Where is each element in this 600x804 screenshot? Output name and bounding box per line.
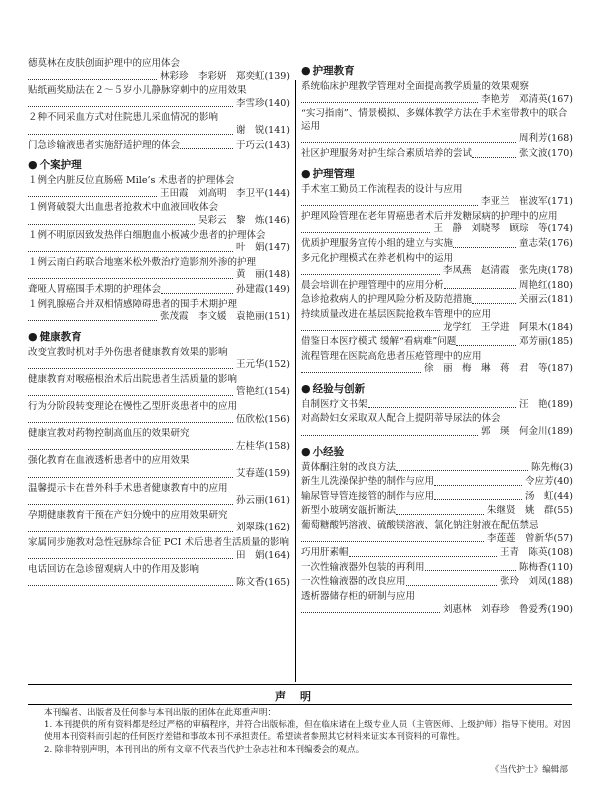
dot-leader (444, 280, 516, 289)
toc-entry[interactable] (301, 336, 573, 349)
toc-entry[interactable] (28, 483, 290, 508)
toc-entry-line (28, 577, 290, 590)
dot-leader (301, 533, 484, 542)
toc-entry[interactable] (301, 280, 573, 293)
toc-entry-authors: 龙学红 王学进 阿果木(184) (442, 321, 573, 333)
toc-entry-authors: 王 静 刘晓琴 顾琮 等(174) (433, 223, 573, 235)
toc-entry-title: 德莫林在皮肤创面护理中的应用体会 (28, 58, 181, 69)
toc-entry[interactable] (301, 294, 573, 307)
toc-entry-line (28, 311, 290, 324)
dot-leader (301, 224, 430, 233)
dot-leader (456, 337, 516, 346)
bullet-icon: ● (301, 64, 311, 77)
toc-entry-title: 急诊抢救病人的护理风险分析及防范措施 (301, 294, 473, 306)
toc-entry[interactable] (28, 428, 290, 453)
toc-entry-line (28, 140, 290, 153)
toc-entry-authors: 李艳芳 邓清英(167) (480, 93, 573, 105)
toc-entry-title: 健康宣教对药物控制高血压的效果研究 (28, 428, 190, 440)
section-heading-label: 经验与创新 (312, 382, 366, 395)
dot-leader (28, 312, 157, 321)
toc-entry-line (301, 196, 573, 209)
bullet-icon: ● (301, 444, 311, 458)
toc-entry-title: １例乳腺癌合并双相情感障碍患者的围手术期护理 (28, 298, 238, 310)
dot-leader (301, 266, 440, 275)
toc-entry-line (301, 462, 573, 475)
toc-entry-line (28, 188, 290, 201)
toc-right-column (301, 58, 573, 618)
toc-entry-title: 贴纸画奖励法在２～５岁小儿静脉穿刺中的应用效果 (28, 85, 247, 97)
toc-entry[interactable] (28, 85, 290, 110)
toc-entry-line (28, 550, 290, 563)
toc-entry-line (301, 294, 573, 307)
toc-entry[interactable] (28, 175, 290, 200)
toc-entry[interactable] (301, 309, 573, 334)
toc-entry[interactable] (28, 202, 290, 227)
toc-entry[interactable] (28, 510, 290, 535)
toc-entry-line (28, 215, 290, 228)
column-divider (295, 80, 296, 682)
dot-leader (28, 550, 233, 559)
toc-entry-line (301, 238, 573, 251)
toc-entry-title: 新型小玻璃安瓿折断法 (301, 505, 397, 517)
dot-leader (406, 577, 497, 586)
toc-entry-authors: 谢 锐(141) (235, 124, 290, 136)
toc-entry-title: 优质护理服务宣传小组的建立与实施 (301, 237, 454, 249)
dot-leader (28, 98, 233, 107)
toc-entry-title: 持续质量改进在基层医院抢救车管理中的应用 (301, 308, 492, 320)
toc-entry-title: 社区护理服务对护生综合素质培养的尝试 (301, 147, 473, 159)
toc-entry-line (28, 71, 290, 84)
toc-entry-authors: 吴彩云 黎 炼(146) (197, 214, 290, 226)
dot-leader (434, 477, 522, 486)
toc-entry-line (28, 98, 290, 111)
toc-entry-authors: 汤 虹(44) (524, 490, 573, 502)
toc-entry[interactable] (301, 491, 573, 504)
toc-entry-line (28, 468, 290, 481)
dot-leader (28, 441, 233, 450)
toc-entry[interactable] (28, 564, 290, 589)
toc-entry-authors: 陈先梅(3) (531, 461, 573, 473)
dot-leader (301, 197, 478, 206)
toc-entry-title: 多元化护理模式在养老机构中的运用 (301, 252, 454, 264)
toc-entry-title: 流程管理在医院高危患者压疮管理中的应用 (301, 350, 482, 362)
toc-entry-line (301, 280, 573, 293)
toc-entry-line (301, 336, 573, 349)
toc-entry-authors: 田 娟(164) (235, 549, 290, 561)
toc-entry-title: 行为分阶段转变理论在慢性乙型肝炎患者中的应用 (28, 401, 238, 413)
dot-leader (301, 134, 516, 143)
toc-entry-line (28, 359, 290, 372)
section-heading-label: 护理教育 (312, 65, 355, 77)
toc-entry-authors: 左桂华(158) (235, 440, 290, 452)
toc-entry-line (301, 547, 573, 560)
toc-entry-line (301, 505, 573, 518)
toc-entry[interactable] (301, 253, 573, 278)
toc-entry[interactable] (28, 537, 290, 562)
dot-leader (28, 71, 157, 80)
section-heading (28, 329, 290, 344)
toc-entry-title: 温馨提示卡在普外科手术患者健康教育中的应用 (28, 482, 228, 494)
notice-line: 本刊编者、出版者及任何参与本刊出版的团体在此郑重声明： (44, 708, 277, 718)
dot-leader (301, 94, 478, 103)
toc-entry-line (301, 491, 573, 504)
toc-entry-title: 透析器储存柜的研制与应用 (301, 591, 416, 602)
toc-entry-line (301, 265, 573, 278)
toc-entry-authors: 张茂霞 李文媛 袁艳丽(151) (159, 311, 290, 323)
notice-bottom-rule (28, 704, 572, 705)
toc-entry-authors: 李雪珍(140) (235, 97, 290, 109)
dot-leader (434, 491, 522, 500)
bullet-icon: ● (28, 158, 38, 172)
toc-entry-line (28, 441, 290, 454)
toc-entry-authors: 张文波(170) (518, 147, 573, 159)
toc-entry-authors: 管艳红(154) (235, 386, 290, 398)
dot-leader (472, 149, 516, 158)
bullet-icon: ● (301, 166, 311, 180)
toc-entry-authors: 童志荣(176) (518, 237, 573, 249)
toc-entry-authors: 王田霞 刘高明 李卫平(144) (159, 187, 290, 199)
toc-entry-title: 输尿管导管连接管的制作与应用 (301, 490, 435, 502)
toc-entry-line (301, 322, 573, 335)
toc-entry[interactable] (301, 148, 573, 161)
dot-leader (453, 239, 516, 248)
dot-leader (28, 387, 233, 396)
dot-leader (28, 496, 233, 505)
toc-entry[interactable] (301, 413, 573, 438)
section-heading (301, 444, 573, 459)
toc-entry-authors: 王青 陈英(108) (499, 547, 573, 559)
dot-leader (301, 604, 440, 613)
toc-entry-authors: 周利芳(168) (518, 133, 573, 145)
toc-entry-authors: 李凤燕 赵清霞 张先庚(178) (442, 265, 573, 277)
toc-entry-title: １例肾破裂大出血患者抢救术中血液回收体会 (28, 202, 219, 214)
toc-entry[interactable] (28, 58, 290, 83)
toc-entry-authors: 于巧云(143) (235, 139, 290, 151)
notice-body (44, 707, 572, 776)
toc-entry-authors: 陈梅香(110) (518, 561, 573, 573)
toc-entry-authors: 李莲莲 曾新华(57) (486, 532, 573, 544)
toc-entry[interactable] (301, 476, 573, 489)
toc-entry-authors: 朱继贤 姚 群(55) (486, 505, 573, 517)
toc-entry-line (301, 363, 573, 376)
toc-entry-title: ２种不同采血方式对住院患儿采血情况的影响 (28, 112, 219, 124)
dot-leader (28, 216, 195, 225)
toc-entry-title: “实习指南”、情景模拟、多媒体教学方法在手术室带教中的联合运用 (301, 108, 568, 132)
toc-entry-title: 手术室工勤员工作流程表的设计与应用 (301, 183, 463, 195)
toc-left-column (28, 58, 290, 591)
toc-entry[interactable] (301, 462, 573, 475)
dot-leader (349, 548, 497, 557)
section-heading-label: 小经验 (312, 445, 345, 458)
toc-entry-line (301, 604, 573, 617)
toc-entry[interactable] (301, 108, 573, 146)
toc-entry-title: 一次性输液器的改良应用 (301, 576, 406, 588)
toc-entry-title: １例不明原因致发热伴白细胞血小板减少患者的护理体会 (28, 229, 266, 241)
toc-entry-authors: 林彩珍 李彩妍 郑奕虹(139) (159, 70, 290, 82)
toc-entry-line (28, 386, 290, 399)
toc-entry-authors: 李亚兰 崔波军(171) (480, 196, 573, 208)
toc-entry-title: 巧用肝素帽 (301, 547, 349, 559)
toc-entry-title: 借鉴日本医疗模式 缓解“看病难”问题 (301, 336, 457, 348)
toc-entry-authors: 伍欣松(156) (235, 413, 290, 425)
section-heading (301, 166, 573, 181)
toc-entry-line (301, 133, 573, 146)
toc-entry-authors: 张玲 刘凤(188) (499, 576, 573, 588)
toc-entry-authors: 艾春莲(159) (235, 468, 290, 480)
toc-entry-authors: 徐 丽 梅 琳 蒋 君 等(187) (423, 363, 573, 375)
toc-entry[interactable] (301, 81, 573, 106)
toc-entry-line (301, 223, 573, 236)
dot-leader (301, 364, 421, 373)
toc-entry-authors: 孙建霞(149) (235, 283, 290, 295)
dot-leader (180, 140, 233, 149)
toc-entry-line (301, 94, 573, 107)
toc-entry[interactable] (301, 547, 573, 560)
dot-leader (28, 270, 233, 279)
dot-leader (28, 523, 233, 532)
toc-entry[interactable] (28, 284, 290, 297)
toc-entry-authors: 郭 瑛 何金川(189) (480, 426, 573, 438)
toc-entry[interactable] (301, 399, 573, 412)
toc-entry[interactable] (28, 140, 290, 153)
toc-entry[interactable] (301, 520, 573, 545)
toc-entry-line (301, 426, 573, 439)
toc-entry-title: 一次性输液器外包装的再利用 (301, 561, 425, 573)
dot-leader (161, 285, 233, 294)
toc-entry-title: 葡萄糖酸钙溶液、硫酸镁溶液、氯化钠注射液在配伍禁忌 (301, 520, 539, 532)
toc-entry-line (301, 576, 573, 589)
toc-entry-title: １例全内脏反位直肠癌 Mile’s 术患者的护理体会 (28, 175, 235, 187)
dot-leader (28, 469, 233, 478)
dot-leader (28, 577, 233, 586)
toc-entry-title: 系统临床护理教学管理对全面提高教学质量的效果观察 (301, 81, 530, 92)
dot-leader (301, 427, 478, 436)
dot-leader (472, 295, 516, 304)
toc-entry-authors: 邓芳丽(185) (518, 336, 573, 348)
toc-entry-line (301, 148, 573, 161)
toc-entry[interactable] (28, 112, 290, 137)
toc-entry-authors: 刘翠珠(162) (235, 522, 290, 534)
notice-line: 2. 除非特别声明，本刊刊出的所有文章不代表当代护士杂志社和本刊编委会的观点。 (44, 744, 365, 755)
toc-entry-title: 自制医疗文书架 (301, 398, 368, 410)
toc-entry[interactable] (28, 347, 290, 372)
toc-entry-line (301, 533, 573, 546)
toc-entry-title: 家属同步施教对急性冠脉综合征 PCI 术后患者生活质量的影响 (28, 537, 289, 548)
toc-entry-title: 晨会培训在护理管理中的应用分析 (301, 279, 444, 291)
toc-entry-authors: 叶 娟(147) (235, 242, 290, 254)
dot-leader (28, 243, 233, 252)
toc-entry-title: 护理风险管理在老年胃癌患者术后并发糖尿病的护理中的应用 (301, 210, 558, 222)
toc-entry-line (301, 562, 573, 575)
toc-entry-authors: 黄 丽(148) (235, 269, 290, 281)
toc-entry[interactable] (301, 591, 573, 616)
section-heading-label: 健康教育 (39, 330, 82, 343)
toc-entry[interactable] (28, 230, 290, 255)
toc-entry-line (28, 414, 290, 427)
toc-entry-line (301, 399, 573, 412)
toc-entry-line (28, 522, 290, 535)
dot-leader (28, 126, 233, 135)
toc-entry-authors: 陈文香(165) (235, 576, 290, 588)
toc-entry-line (28, 269, 290, 282)
section-heading (301, 63, 573, 78)
toc-entry[interactable] (301, 238, 573, 251)
dot-leader (301, 322, 440, 331)
toc-entry-authors: 关丽云(181) (518, 294, 573, 306)
toc-entry-line (28, 125, 290, 138)
toc-entry[interactable] (301, 351, 573, 376)
notice-signature: 《当代护士》编辑部 (490, 764, 568, 775)
bullet-icon: ● (28, 329, 38, 343)
toc-entry-authors: 周艳红(180) (518, 279, 573, 291)
dot-leader (28, 188, 157, 197)
toc-entry-line (301, 476, 573, 489)
dot-leader (396, 462, 528, 471)
section-heading (28, 157, 290, 172)
toc-entry[interactable] (301, 562, 573, 575)
toc-entry-title: 新生儿洗澡保护垫的制作与应用 (301, 476, 435, 488)
toc-entry-title: 对高龄妇女采取双人配合上提阴蒂导尿法的体会 (301, 413, 501, 425)
toc-entry[interactable] (301, 505, 573, 518)
section-heading (301, 381, 573, 396)
toc-entry-title: 改变宣教时机对手外伤患者健康教育效果的影响 (28, 346, 228, 358)
section-heading-label: 护理管理 (312, 167, 355, 180)
toc-entry-title: 电话回访在急诊留观病人中的作用及影响 (28, 564, 200, 576)
toc-entry-title: １例云南白药联合地塞米松外敷治疗造影剂外渗的护理 (28, 256, 257, 268)
toc-entry[interactable] (28, 257, 290, 282)
toc-entry-title: 黄体酮注射的改良方法 (301, 461, 397, 473)
toc-entry-authors: 孙云丽(161) (235, 495, 290, 507)
toc-entry[interactable] (28, 455, 290, 480)
toc-entry-authors: 刘惠林 刘春珍 鲁爱秀(190) (442, 603, 573, 615)
toc-entry-authors: 令应芳(40) (524, 476, 573, 488)
dot-leader (28, 414, 233, 423)
toc-entry[interactable] (301, 576, 573, 589)
toc-entry-authors: 汪 艳(189) (518, 398, 573, 410)
notice-line: 1. 本刊提供的所有资料都是经过严格的审稿程序，并符合出版标准，但在临床诸在上级专业人员（主管医师、上级护师）指导下使用。对因使用本刊资料而引起的任何医疗差错和事故本刊不承担责任。希望读者参照其它材料来证实本刊资料的可靠性。 (44, 720, 571, 743)
dot-leader (368, 399, 516, 408)
toc-entry-title: 强化教育在血液透析患者中的应用效果 (28, 455, 190, 467)
toc-entry-title: 门急诊输液患者实施舒适护理的体会 (28, 139, 181, 151)
notice-top-rule (28, 684, 572, 685)
toc-entry-title: 孕期健康教育干预在产妇分娩中的应用效果研究 (28, 509, 228, 521)
toc-entry-title: 聋哑人胃癌围手术期的护理体会 (28, 283, 162, 295)
dot-leader (425, 562, 516, 571)
toc-entry[interactable] (28, 401, 290, 426)
dot-leader (396, 506, 484, 515)
toc-entry-line (28, 242, 290, 255)
section-heading-label: 个案护理 (39, 159, 82, 172)
toc-entry[interactable] (28, 374, 290, 399)
toc-entry-authors: 王元华(152) (235, 359, 290, 371)
dot-leader (28, 360, 233, 369)
toc-entry[interactable] (301, 184, 573, 209)
notice-title: 声明 (275, 690, 325, 703)
toc-entry-line (28, 495, 290, 508)
toc-entry-line (28, 284, 290, 297)
toc-entry[interactable] (301, 211, 573, 236)
bullet-icon: ● (301, 381, 311, 395)
toc-entry[interactable] (28, 299, 290, 324)
toc-entry-title: 健康教育对喉癌根治术后出院患者生活质量的影响 (28, 373, 238, 385)
